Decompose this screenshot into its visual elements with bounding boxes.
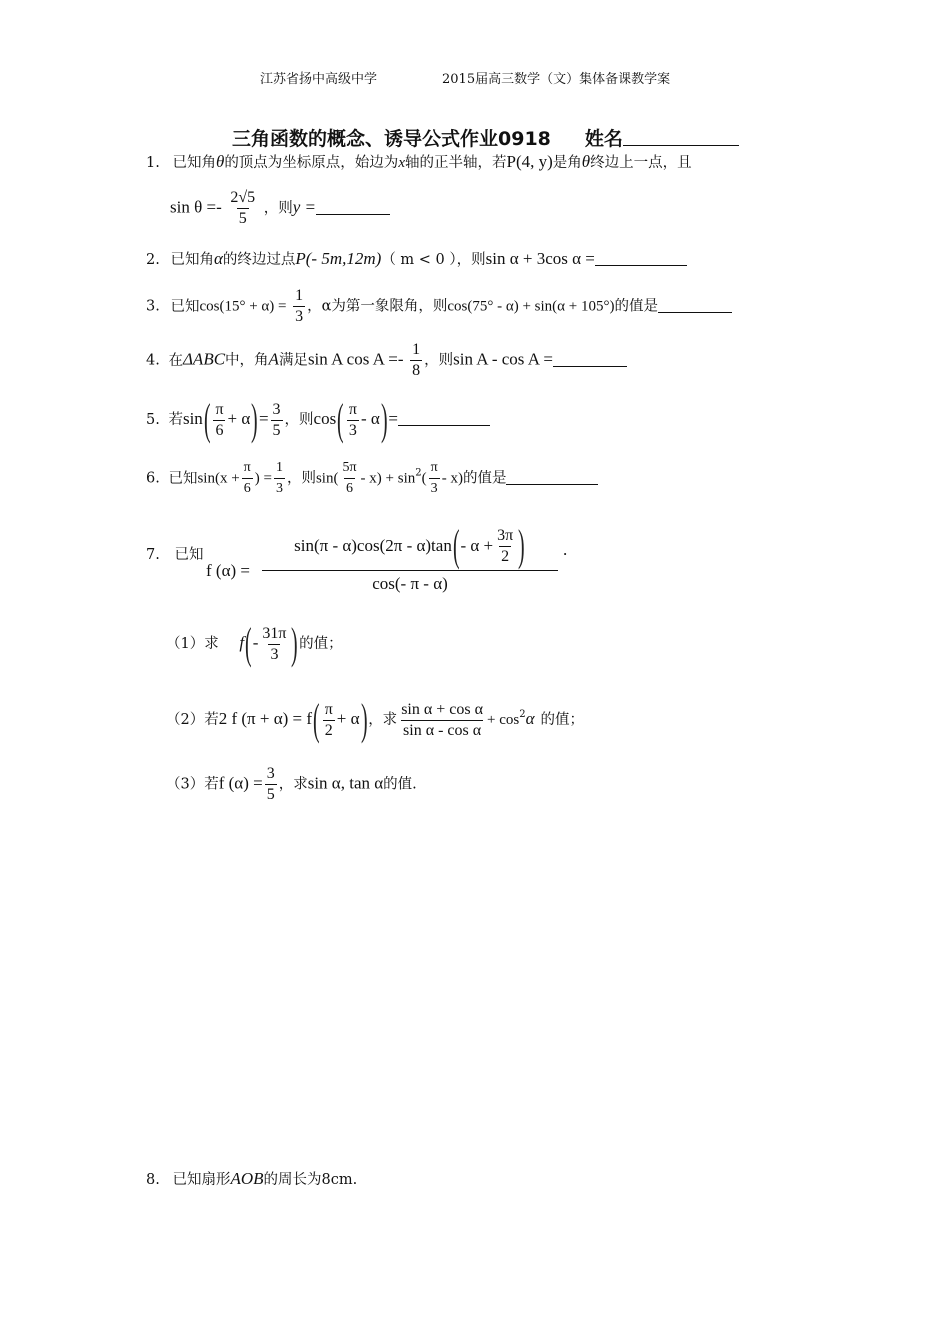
p1-text-c: 轴的正半轴，若 [404,155,507,171]
p1-theta: θ [215,152,225,171]
frac-num: π [348,400,357,418]
page-title [232,124,739,151]
sub2-text: ，求 [368,712,398,728]
p1-text-e: 终边上一点，且 [590,155,692,171]
p1-frac-den: 5 [238,210,247,227]
problem-4 [146,340,627,381]
sub1-tail: 的值； [299,636,343,652]
problem-3 [146,286,732,327]
frac-den: 5 [266,786,275,803]
p5-text-b: ，则 [284,412,314,428]
sub2-plus: + α [336,709,360,728]
problem-number: 7. [146,547,160,563]
sub3-text: ，求 [278,776,308,793]
name-blank[interactable] [623,127,739,146]
problem-number: 5. [146,412,160,428]
p6-text-a: 已知 [168,470,198,487]
sub1-minus: - [252,633,259,652]
p5-cos: cos [313,409,337,428]
frac-num: 5π [342,460,357,475]
frac-num: 3 [266,765,275,782]
p1-frac-num: 2√5 [230,189,256,206]
p4-expr-a: sin A cos A =- [307,349,404,369]
p5-answer-blank[interactable] [398,411,490,426]
problem-6 [146,458,598,499]
left-paren: ( [203,395,211,444]
p4-text-b: 中，角 [225,352,269,369]
p1-y-eq: y = [292,197,317,217]
p7-numerator-text: sin(π - α)cos(2π - α)tan [294,536,452,555]
p4-text-c: 满足 [278,352,308,369]
problem-7-label [146,543,203,564]
p4-expr-b: sin A - cos A = [453,349,553,369]
p6-expr-b4: - x) [441,470,463,487]
p7-sub-3 [166,764,417,805]
p5-fraction-3 [347,400,359,441]
frac-num: π [215,400,224,418]
p7-denominator-text: cos(- π - α) [372,574,448,593]
frac-den: 3 [270,645,279,663]
p1-sin-theta: sin θ =- [170,197,222,217]
p5-minus-alpha: - α [360,409,380,428]
p6-expr-b3: ( [421,470,427,487]
p7-denominator [262,570,558,594]
p4-answer-blank[interactable] [553,352,627,367]
sub1-label: （1）求 [166,636,219,652]
sub2-expr: 2 f (π + α) = f [218,709,313,728]
p1-then: ，则 [263,200,293,217]
sub3-tail: 的值. [383,776,417,793]
header-school: 江苏省扬中高级中学 [260,72,378,87]
p5-eq-2: = [388,409,399,428]
p3-text-a: 已知 [170,298,200,315]
p7-sub-2 [166,695,585,744]
header-course: 2015届高三数学（文）集体备课教学案 [442,72,671,87]
problem-number: 6. [146,470,160,487]
p5-fraction-2 [271,400,283,441]
left-paren: ( [313,695,320,744]
p3-expr-b: cos(75° - α) + sin(α + 105°) [447,298,615,315]
frac-den: 3 [274,478,285,499]
p6-square: 2 [415,467,422,479]
p3-frac-den: 3 [295,308,304,325]
problem-8 [146,1168,357,1189]
p6-fraction-1 [242,458,253,499]
sub1-fraction [260,624,288,665]
right-paren: ) [251,395,258,444]
p3-fraction [293,286,305,327]
name-label: 姓名 [584,128,623,150]
p7-big-fraction [262,522,558,594]
p4-a: A [268,349,279,369]
p6-fraction-2 [274,458,285,499]
frac-num: π [430,460,438,475]
p2-answer-blank[interactable] [595,251,687,266]
frac-den: 2 [324,721,333,739]
frac-num: 1 [275,460,283,475]
sub3-label: （3）若 [166,776,219,793]
p1-text-b: 的顶点为坐标原点，始边为 [224,155,399,171]
right-paren: ) [518,521,525,570]
sub2-alpha: α [525,709,535,728]
p5-sin: sin [182,409,203,428]
p4-frac-num: 1 [412,341,421,358]
problem-number: 4. [146,352,160,369]
p2-point: P(- 5m,12m) [295,249,382,268]
p3-frac-num: 1 [295,287,304,304]
p6-text-b: ，则 [286,470,316,487]
left-paren: ( [452,521,460,570]
p6-answer-blank[interactable] [506,470,598,485]
right-paren: ) [360,695,368,744]
p3-answer-blank[interactable] [658,298,732,313]
frac-den: sin α - cos α [403,721,482,739]
frac-den: 6 [215,421,224,439]
p7-numerator [262,522,558,570]
sub3-fraction [265,764,277,805]
frac-num: π [243,460,251,475]
p5-plus-alpha: + α [227,409,251,428]
p4-fraction [410,340,422,381]
problem-number: 3. [146,298,160,315]
frac-den: 3 [348,421,357,439]
p5-eq: = [258,409,269,428]
frac-num: sin α + cos α [401,700,483,718]
sub2-plus-cos: + cos [486,712,520,728]
p7-tan-fraction [495,526,515,567]
p7-sub-1 [166,619,343,668]
p7-lhs-text: f (α) = [206,561,250,580]
sub2-ratio [399,700,485,741]
frac-den: 3 [429,478,440,499]
p7-tan-arg: - α + [460,536,494,555]
problem-1-line-2 [170,188,390,229]
frac-num: 3π [497,526,514,544]
p2-alpha: α [213,249,223,268]
frac-num: 31π [262,624,287,642]
p6-text-c: 的值是 [462,470,507,487]
p8-text-b: 的周长为8cm. [263,1172,358,1188]
p7-text-a: 已知 [174,547,204,563]
frac-num: 3 [272,400,281,418]
p4-text-d: ，则 [424,352,454,369]
p2-expr: sin α + 3cos α = [485,249,595,268]
problem-2 [146,248,687,269]
p2-text-b: 的终边过点 [222,252,296,268]
p1-theta-2: θ [581,152,591,171]
problem-1-line-1 [146,151,692,172]
p2-cond: （ m < 0 ），则 [381,252,486,268]
left-paren: ( [245,619,252,668]
p1-answer-blank[interactable] [316,200,390,215]
sub2-square: 2 [519,709,526,720]
p3-expr-a: cos(15° + α) = [199,298,287,315]
p8-aob: AOB [230,1169,264,1188]
frac-den: 6 [242,478,253,499]
frac-den: 2 [501,547,510,565]
p3-text-c: 的值是 [614,298,658,315]
p6-fraction-4 [429,458,440,499]
right-paren: ) [291,619,299,668]
p6-expr-b: sin( [315,470,339,487]
p1-fraction [228,188,257,229]
p3-text-b: ，α为第一象限角，则 [307,298,448,315]
p1-text-d: 是角 [552,155,582,171]
p1-point: P(4, y) [506,152,553,171]
right-paren: ) [380,395,388,444]
frac-num: π [324,700,333,718]
p4-triangle: ΔABC [182,349,226,369]
p8-text-a: 已知扇形 [172,1172,231,1188]
sub3-expr2: sin α, tan α [307,773,384,793]
sub2-fraction [323,700,335,741]
sub2-tail: 的值； [540,712,585,728]
frac-den: 6 [344,478,355,499]
p7-lhs [206,561,250,581]
p4-frac-den: 8 [412,362,421,379]
left-paren: ( [337,395,344,444]
problem-number: 1. [146,155,160,171]
p6-expr-b2: - x) + sin [360,470,416,487]
p6-expr-a: sin(x + [197,470,240,487]
title-text: 三角函数的概念、诱导公式作业0918 [232,128,551,150]
problem-number: 2. [146,252,160,268]
problem-5 [146,395,490,444]
sub3-expr: f (α) = [218,773,263,793]
p6-expr-a2: ) = [254,470,272,487]
p5-text-a: 若 [168,412,183,428]
p6-fraction-3 [340,458,358,499]
p2-text-a: 已知角 [170,252,214,268]
p1-text-a: 已知角 [172,155,216,171]
p1-x: x [398,155,405,171]
p5-fraction-1 [213,400,225,441]
sub2-label: （2）若 [166,712,219,728]
p7-dot: . [563,540,568,559]
sub1-f: f [239,633,245,652]
p4-text-a: 在 [168,352,183,369]
frac-den: 5 [272,421,281,439]
problem-number: 8. [146,1172,160,1188]
